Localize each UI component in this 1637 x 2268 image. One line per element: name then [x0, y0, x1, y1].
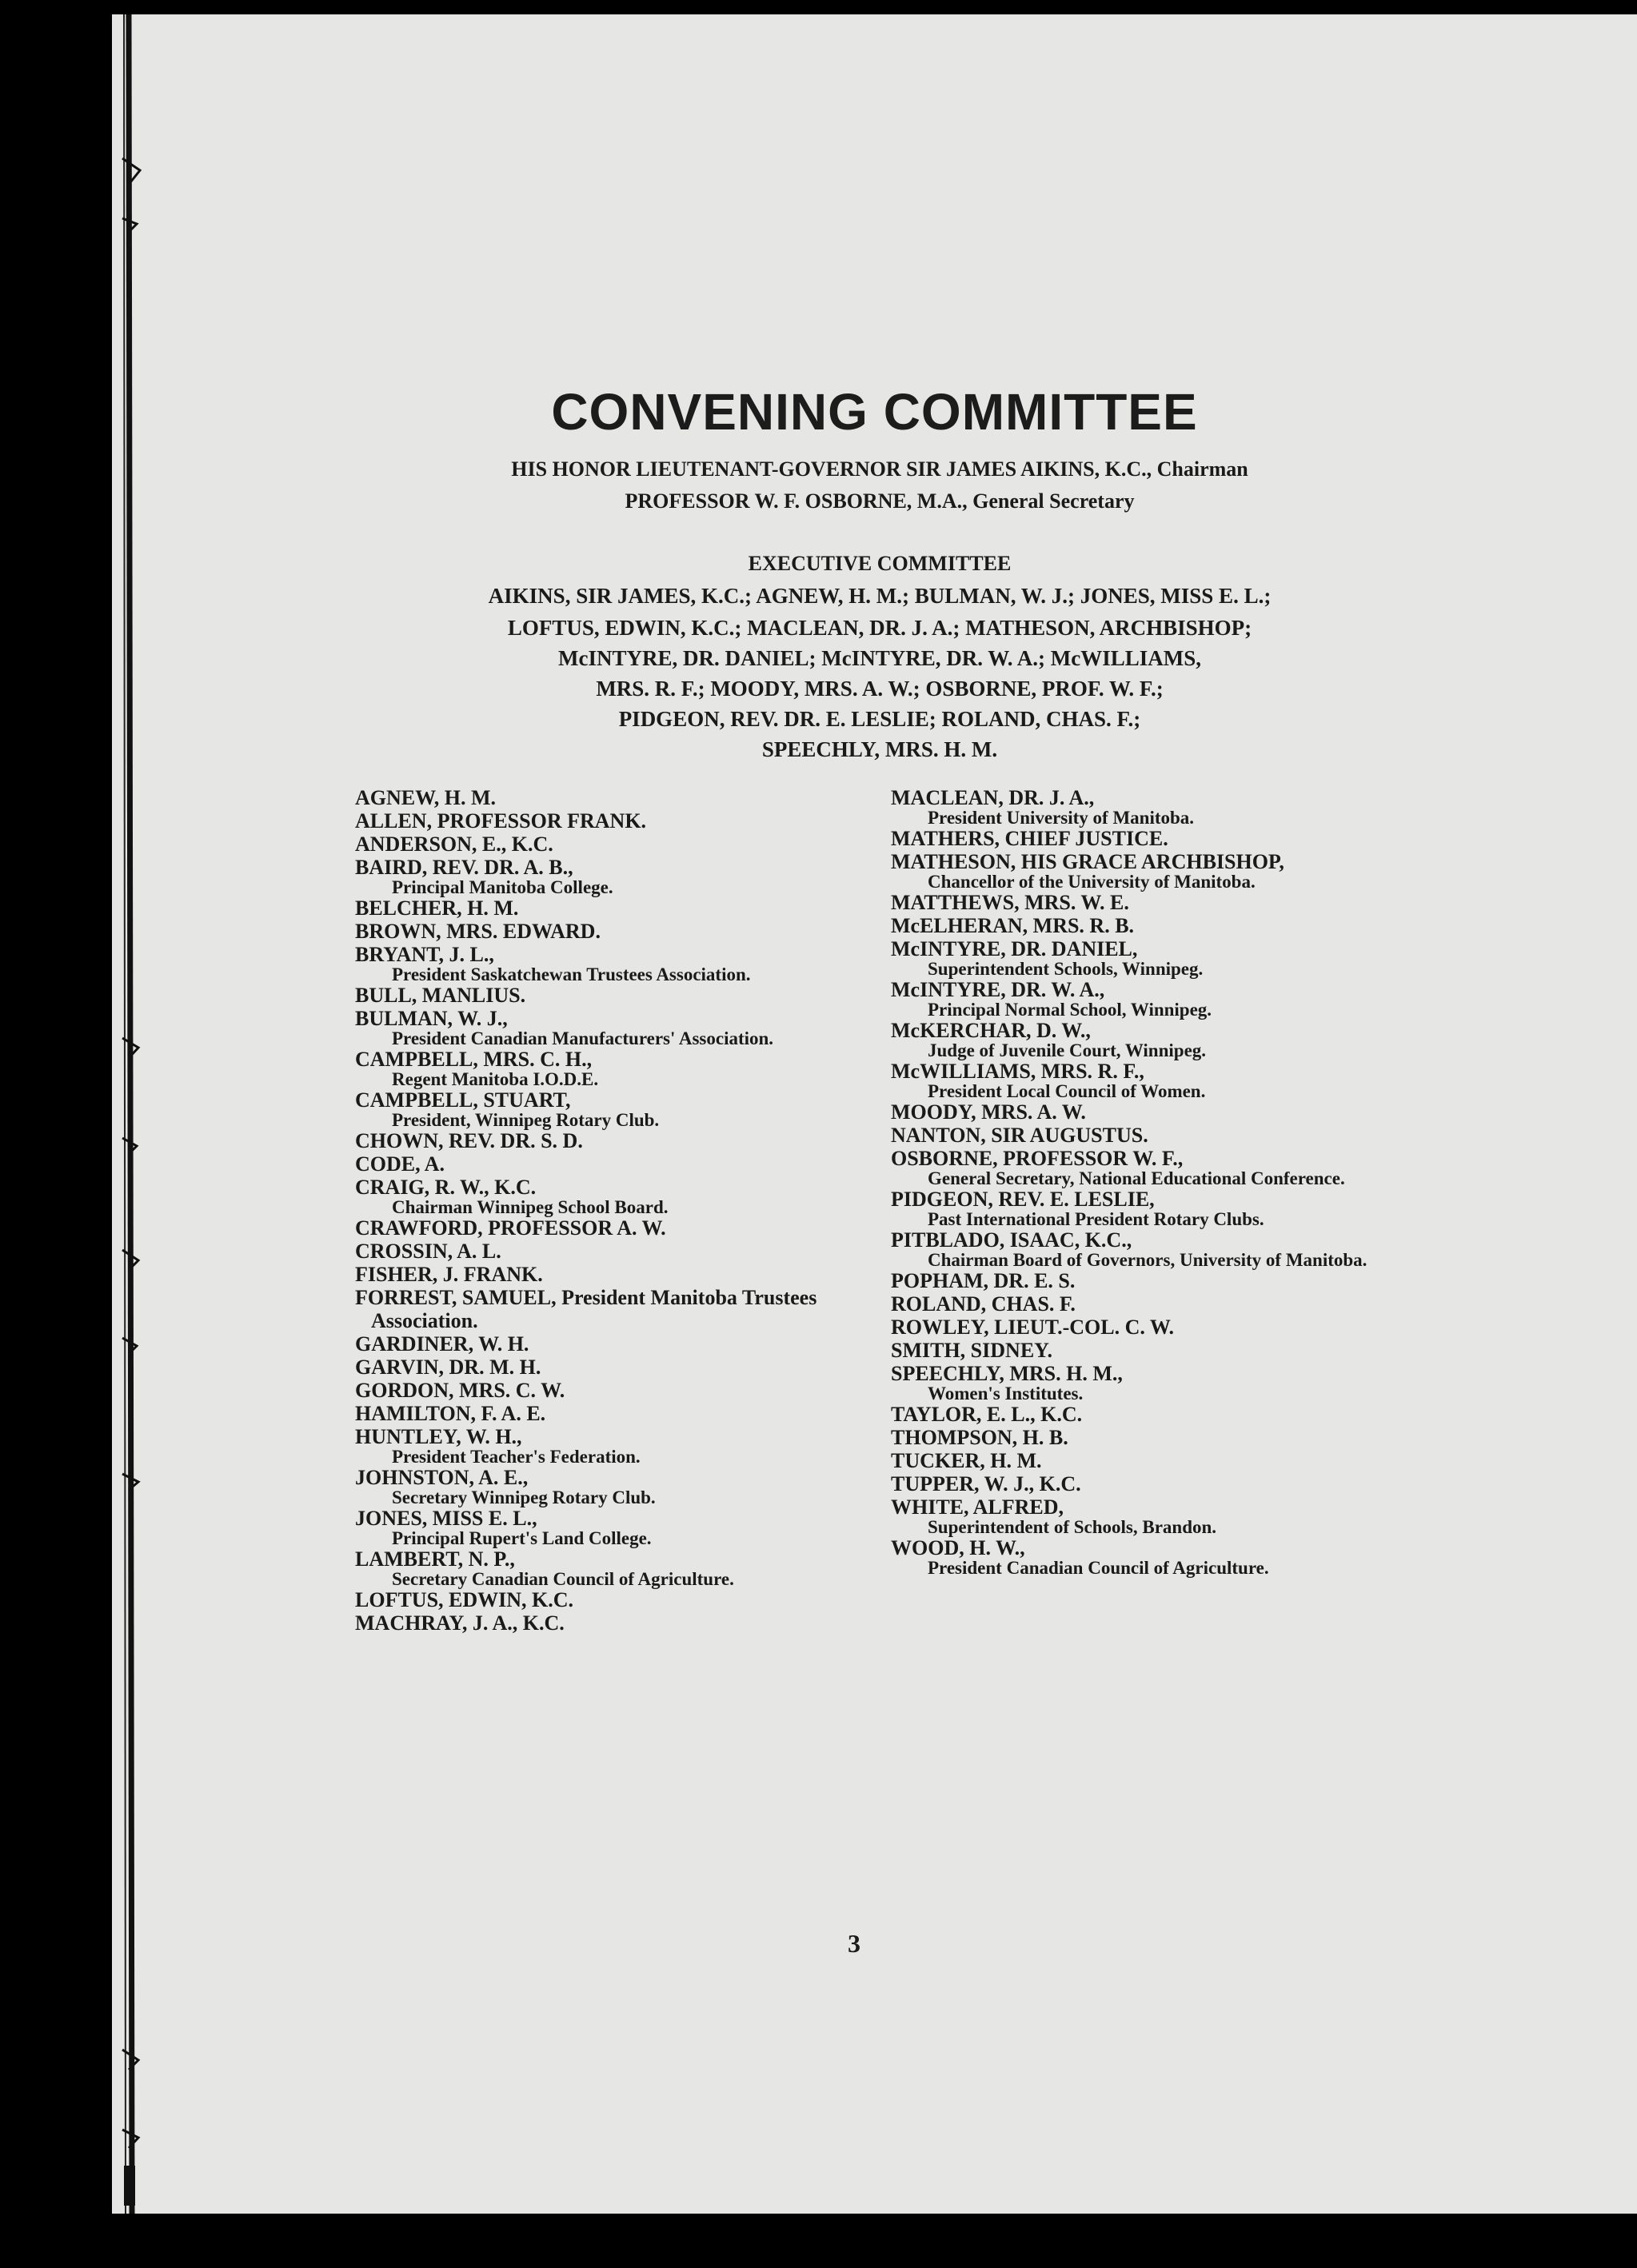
member-entry — [891, 891, 1403, 914]
page-title: CONVENING COMMITTEE — [551, 383, 1198, 441]
executive-committee-line: AIKINS, SIR JAMES, K.C.; AGNEW, H. M.; BULMAN, W. J.; JONES, MISS E. L.; — [488, 584, 1272, 608]
member-entry — [355, 1152, 867, 1176]
member-name: BAIRD, REV. DR. A. B., — [355, 856, 573, 879]
member-entry — [355, 809, 867, 833]
member-name: LAMBERT, N. P., — [355, 1547, 515, 1571]
executive-committee-line: McINTYRE, DR. DANIEL; McINTYRE, DR. W. A.; McWILLIAMS, — [557, 646, 1201, 670]
member-entry — [355, 1007, 867, 1048]
member-entry — [891, 1403, 1403, 1426]
member-name: CRAWFORD, PROFESSOR A. W. — [355, 1216, 666, 1240]
member-name: CAMPBELL, MRS. C. H., — [355, 1048, 593, 1071]
member-entry — [355, 1048, 867, 1088]
member-entry — [891, 1339, 1403, 1362]
members-left-column — [355, 786, 867, 1635]
member-name: PIDGEON, REV. E. LESLIE, — [891, 1188, 1155, 1211]
member-title: President Teacher's Federation. — [392, 1447, 641, 1467]
member-entry — [355, 896, 867, 920]
member-name: FISHER, J. FRANK. — [355, 1263, 543, 1286]
member-title: Judge of Juvenile Court, Winnipeg. — [928, 1040, 1207, 1060]
member-entry — [355, 1216, 867, 1240]
member-entry — [355, 1425, 867, 1466]
member-entry — [891, 978, 1403, 1019]
member-entry — [891, 914, 1403, 937]
executive-committee-line: LOFTUS, EDWIN, K.C.; MACLEAN, DR. J. A.; MATHESON, ARCHBISHOP; — [507, 616, 1252, 640]
member-name: GARDINER, W. H. — [355, 1332, 529, 1356]
member-entry — [891, 1316, 1403, 1339]
member-entry — [355, 1240, 867, 1263]
member-name: SPEECHLY, MRS. H. M., — [891, 1362, 1123, 1385]
member-name: JOHNSTON, A. E., — [355, 1466, 529, 1489]
member-title: Chairman Board of Governors, University of Manitoba. — [928, 1250, 1367, 1270]
member-entry — [891, 850, 1403, 891]
member-name: CROSSIN, A. L. — [355, 1240, 501, 1263]
member-title: General Secretary, National Educational Conference. — [928, 1168, 1345, 1188]
member-entry — [355, 786, 867, 809]
member-entry — [891, 1362, 1403, 1403]
member-name: CRAIG, R. W., K.C. — [355, 1176, 537, 1199]
member-name: McKERCHAR, D. W., — [891, 1019, 1091, 1042]
member-entry — [355, 1466, 867, 1507]
member-name: WHITE, ALFRED, — [891, 1495, 1064, 1519]
member-entry — [891, 1100, 1403, 1124]
member-entry — [355, 943, 867, 984]
member-name: FORREST, SAMUEL, President Manitoba Trustees Association. — [355, 1286, 817, 1332]
member-entry — [891, 1228, 1403, 1269]
member-title: Superintendent Schools, Winnipeg. — [928, 959, 1204, 979]
member-entry — [355, 1263, 867, 1286]
member-title: President Saskatchewan Trustees Association. — [392, 964, 751, 984]
member-title: Principal Rupert's Land College. — [392, 1528, 652, 1548]
member-name: CHOWN, REV. DR. S. D. — [355, 1129, 583, 1152]
chairman-line: HIS HONOR LIEUTENANT-GOVERNOR SIR JAMES AIKINS, K.C., Chairman — [511, 457, 1248, 481]
page-number: 3 — [848, 1929, 860, 1958]
member-entry — [355, 1588, 867, 1611]
member-name: MACLEAN, DR. J. A., — [891, 786, 1095, 809]
member-name: BULMAN, W. J., — [355, 1007, 508, 1030]
member-name: TUCKER, H. M. — [891, 1449, 1042, 1472]
member-name: TUPPER, W. J., K.C. — [891, 1472, 1081, 1495]
member-title: Secretary Canadian Council of Agriculture. — [392, 1569, 734, 1589]
member-name: BELCHER, H. M. — [355, 896, 519, 920]
member-name: McELHERAN, MRS. R. B. — [891, 914, 1135, 937]
member-name: AGNEW, H. M. — [355, 786, 496, 809]
member-entry — [891, 1019, 1403, 1060]
member-entry — [355, 984, 867, 1007]
member-name: OSBORNE, PROFESSOR W. F., — [891, 1147, 1184, 1170]
member-name: ANDERSON, E., K.C. — [355, 833, 553, 856]
member-entry — [891, 1292, 1403, 1316]
member-name: ROLAND, CHAS. F. — [891, 1292, 1076, 1316]
member-entry — [891, 1449, 1403, 1472]
member-entry — [355, 1286, 867, 1332]
member-title: President Local Council of Women. — [928, 1081, 1206, 1101]
member-title: Chairman Winnipeg School Board. — [392, 1197, 669, 1217]
member-name: TAYLOR, E. L., K.C. — [891, 1403, 1083, 1426]
member-entry — [891, 1495, 1403, 1536]
member-entry — [355, 856, 867, 896]
member-name: BROWN, MRS. EDWARD. — [355, 920, 601, 943]
member-name: CODE, A. — [355, 1152, 445, 1176]
member-name: NANTON, SIR AUGUSTUS. — [891, 1124, 1148, 1147]
general-secretary-line: PROFESSOR W. F. OSBORNE, M.A., General Secretary — [625, 489, 1135, 513]
member-entry — [891, 1188, 1403, 1228]
executive-committee-line: SPEECHLY, MRS. H. M. — [761, 737, 998, 761]
member-entry — [891, 786, 1403, 827]
member-title: Chancellor of the University of Manitoba. — [928, 872, 1256, 892]
member-name: PITBLADO, ISAAC, K.C., — [891, 1228, 1132, 1252]
member-title: President University of Manitoba. — [928, 808, 1195, 828]
member-title: President Canadian Council of Agriculture. — [928, 1558, 1269, 1578]
member-entry — [355, 1356, 867, 1379]
member-entry — [355, 833, 867, 856]
member-entry — [891, 827, 1403, 850]
member-name: MACHRAY, J. A., K.C. — [355, 1611, 565, 1635]
member-name: THOMPSON, H. B. — [891, 1426, 1068, 1449]
executive-committee-line: PIDGEON, REV. DR. E. LESLIE; ROLAND, CHAS. F.; — [618, 707, 1141, 731]
member-name: ALLEN, PROFESSOR FRANK. — [355, 809, 647, 833]
member-entry — [355, 1332, 867, 1356]
member-name: WOOD, H. W., — [891, 1536, 1025, 1559]
member-entry — [891, 1426, 1403, 1449]
executive-committee-heading: EXECUTIVE COMMITTEE — [748, 552, 1012, 575]
member-name: McINTYRE, DR. W. A., — [891, 978, 1105, 1001]
member-entry — [355, 920, 867, 943]
member-name: ROWLEY, LIEUT.-COL. C. W. — [891, 1316, 1174, 1339]
member-entry — [355, 1129, 867, 1152]
member-name: JONES, MISS E. L., — [355, 1507, 537, 1530]
member-entry — [891, 1536, 1403, 1577]
member-title: Principal Normal School, Winnipeg. — [928, 1000, 1212, 1020]
member-name: HAMILTON, F. A. E. — [355, 1402, 546, 1425]
member-entry — [355, 1088, 867, 1129]
member-entry — [355, 1379, 867, 1402]
member-title: Secretary Winnipeg Rotary Club. — [392, 1487, 656, 1507]
member-name: MATHERS, CHIEF JUSTICE. — [891, 827, 1168, 850]
member-name: MATHESON, HIS GRACE ARCHBISHOP, — [891, 850, 1284, 873]
member-title: Women's Institutes. — [928, 1384, 1084, 1404]
member-entry — [891, 1472, 1403, 1495]
member-title: Superintendent of Schools, Brandon. — [928, 1517, 1217, 1537]
member-name: POPHAM, DR. E. S. — [891, 1269, 1076, 1292]
members-right-column — [891, 786, 1403, 1577]
member-title: Regent Manitoba I.O.D.E. — [392, 1069, 599, 1089]
member-title: President Canadian Manufacturers' Association. — [392, 1028, 774, 1048]
member-name: CAMPBELL, STUART, — [355, 1088, 571, 1112]
member-entry — [355, 1176, 867, 1216]
member-name: SMITH, SIDNEY. — [891, 1339, 1053, 1362]
executive-committee-line: MRS. R. F.; MOODY, MRS. A. W.; OSBORNE, PROF. W. F.; — [596, 677, 1164, 701]
member-entry — [891, 1147, 1403, 1188]
member-name: HUNTLEY, W. H., — [355, 1425, 522, 1448]
member-name: McINTYRE, DR. DANIEL, — [891, 937, 1138, 960]
member-name: GORDON, MRS. C. W. — [355, 1379, 565, 1402]
member-name: LOFTUS, EDWIN, K.C. — [355, 1588, 574, 1611]
member-entry — [355, 1547, 867, 1588]
member-title: Principal Manitoba College. — [392, 877, 613, 897]
member-name: BRYANT, J. L., — [355, 943, 494, 966]
member-title: President, Winnipeg Rotary Club. — [392, 1110, 660, 1130]
member-entry — [355, 1611, 867, 1635]
member-entry — [355, 1507, 867, 1547]
member-entry — [891, 1124, 1403, 1147]
member-name: MATTHEWS, MRS. W. E. — [891, 891, 1129, 914]
member-name: GARVIN, DR. M. H. — [355, 1356, 541, 1379]
member-entry — [355, 1402, 867, 1425]
member-entry — [891, 1269, 1403, 1292]
member-name: BULL, MANLIUS. — [355, 984, 526, 1007]
member-entry — [891, 937, 1403, 978]
member-title: Past International President Rotary Clubs. — [928, 1209, 1264, 1229]
member-name: McWILLIAMS, MRS. R. F., — [891, 1060, 1144, 1083]
member-name: MOODY, MRS. A. W. — [891, 1100, 1086, 1124]
member-entry — [891, 1060, 1403, 1100]
